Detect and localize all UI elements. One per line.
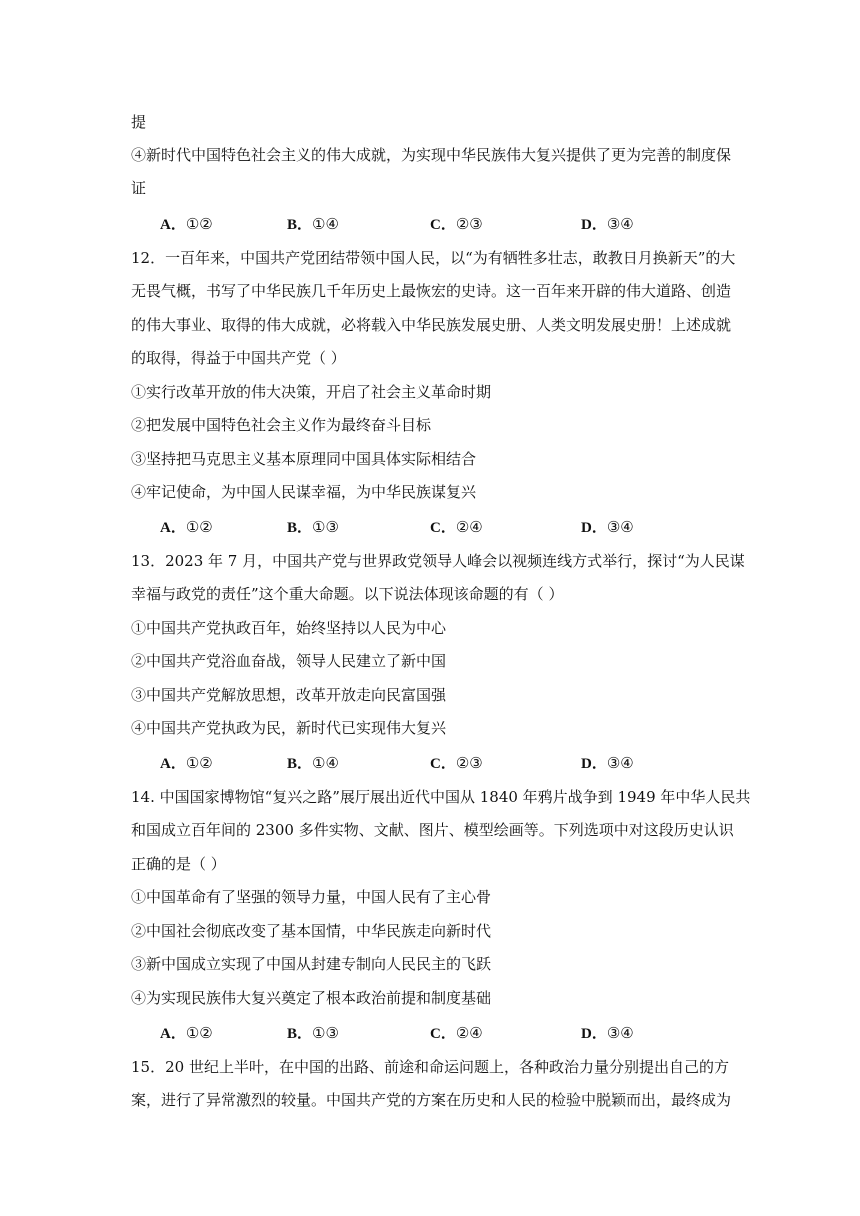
question-15-line: 15．20 世纪上半叶，在中国的出路、前途和命运问题上，各种政治力量分别提出自己的方 xyxy=(131,1058,729,1076)
text-line: 提 xyxy=(131,113,147,131)
statement-item: ④牢记使命，为中国人民谋幸福，为中华民族谋复兴 xyxy=(131,483,477,501)
statement-item: ②中国共产党浴血奋战，领导人民建立了新中国 xyxy=(131,652,447,670)
statement-item: ④为实现民族伟大复兴奠定了根本政治前提和制度基础 xyxy=(131,989,492,1007)
question-15-line: 案，进行了异常激烈的较量。中国共产党的方案在历史和人民的检验中脱颖而出，最终成为 xyxy=(131,1091,732,1109)
question-12-line: 的伟大事业、取得的伟大成就，必将载入中华民族发展史册、人类文明发展史册！上述成就 xyxy=(131,316,732,334)
question-14-line: 和国成立百年间的 2300 多件实物、文献、图片、模型绘画等。下列选项中对这段历史认识 xyxy=(131,821,734,839)
question-12-line: 的取得，得益于中国共产党（ ） xyxy=(131,349,346,367)
statement-item: ④中国共产党执政为民，新时代已实现伟大复兴 xyxy=(131,719,447,737)
document-page: 提 ④新时代中国特色社会主义的伟大成就，为实现中华民族伟大复兴提供了更为完善的制度保 证 A．①② B．①④ C．②③ D．③④ 12．一百年来，中国共产党团结带领中国人民，以“为有牺牲多壮志，敢教日月换新天”的大 无畏气概，书写了中华民族几千年历史上最恢宏的史诗。这一百年来开辟的伟大道路、创造 的伟大事业、取得的伟大成就，必将载入中华民族发展史册、人类文明发展史册！上述成就 的取得，得益于中国共产党（ ） ①实行改革开放的伟大决策，开启了社会主义革命时期 ②把发展中国特色社会主义作为最终奋斗目标 ③坚持把马克思主义基本原理同中国具体实际相结合 ④牢记使命，为中国人民谋幸福，为中华民族谋复兴 A．①② B．①③ C．②④ D．③④ 13．2023 年 7 月，中国共产党与世界政党领导人峰会以视频连线方式举行，探讨“为人民谋 幸福与政党的责任”这个重大命题。以下说法体现该命题的有（ ） ①中国共产党执政百年，始终坚持以人民为中心 ②中国共产党浴血奋战，领导人民建立了新中国 ③中国共产党解放思想，改革开放走向民富国强 ④中国共产党执政为民，新时代已实现伟大复兴 A．①② B．①④ C．②③ D．③④ 14. 中国国家博物馆“复兴之路”展厅展出近代中国从 1840 年鸦片战争到 1949 年中华人民共 和国成立百年间的 2300 多件实物、文献、图片、模型绘画等。下列选项中对这段历史认识 正确的是（ ） ①中国革命有了坚强的领导力量，中国人民有了主心骨 ②中国社会彻底改变了基本国情，中华民族走向新时代 ③新中国成立实现了中国从封建专制向人民民主的飞跃 ④为实现民族伟大复兴奠定了根本政治前提和制度基础 A．①② B．①③ C．②④ D．③④ 15．20 世纪上半叶，在中国的出路、前途和命运问题上，各种政治力量分别提出自己的方 案，进行了异常激烈的较量。中国共产党的方案在历史和人民的检验中脱颖而出，最终成为 xyxy=(131,113,751,1109)
question-13-line: 幸福与政党的责任”这个重大命题。以下说法体现该命题的有（ ） xyxy=(131,585,564,603)
statement-item: ③坚持把马克思主义基本原理同中国具体实际相结合 xyxy=(131,450,477,468)
statement-item: ①中国共产党执政百年，始终坚持以人民为中心 xyxy=(131,619,447,637)
statement-item: ①中国革命有了坚强的领导力量，中国人民有了主心骨 xyxy=(131,888,492,906)
text-line: ④新时代中国特色社会主义的伟大成就，为实现中华民族伟大复兴提供了更为完善的制度保 xyxy=(131,146,732,164)
statement-item: ③中国共产党解放思想，改革开放走向民富国强 xyxy=(131,686,447,704)
question-12-line: 无畏气概，书写了中华民族几千年历史上最恢宏的史诗。这一百年来开辟的伟大道路、创造 xyxy=(131,282,732,300)
question-13-line: 13．2023 年 7 月，中国共产党与世界政党领导人峰会以视频连线方式举行，探讨“为人民谋 xyxy=(131,552,745,570)
question-12-line: 12．一百年来，中国共产党团结带领中国人民，以“为有牺牲多壮志，敢教日月换新天”的大 xyxy=(131,249,736,267)
question-14-line: 14. 中国国家博物馆“复兴之路”展厅展出近代中国从 1840 年鸦片战争到 1949 年中华人民共 xyxy=(131,788,751,806)
statement-item: ①实行改革开放的伟大决策，开启了社会主义革命时期 xyxy=(131,383,492,401)
statement-item: ③新中国成立实现了中国从封建专制向人民民主的飞跃 xyxy=(131,955,492,973)
statement-item: ②中国社会彻底改变了基本国情，中华民族走向新时代 xyxy=(131,922,492,940)
question-14-line: 正确的是（ ） xyxy=(131,855,226,873)
text-line: 证 xyxy=(131,179,147,197)
statement-item: ②把发展中国特色社会主义作为最终奋斗目标 xyxy=(131,416,432,434)
